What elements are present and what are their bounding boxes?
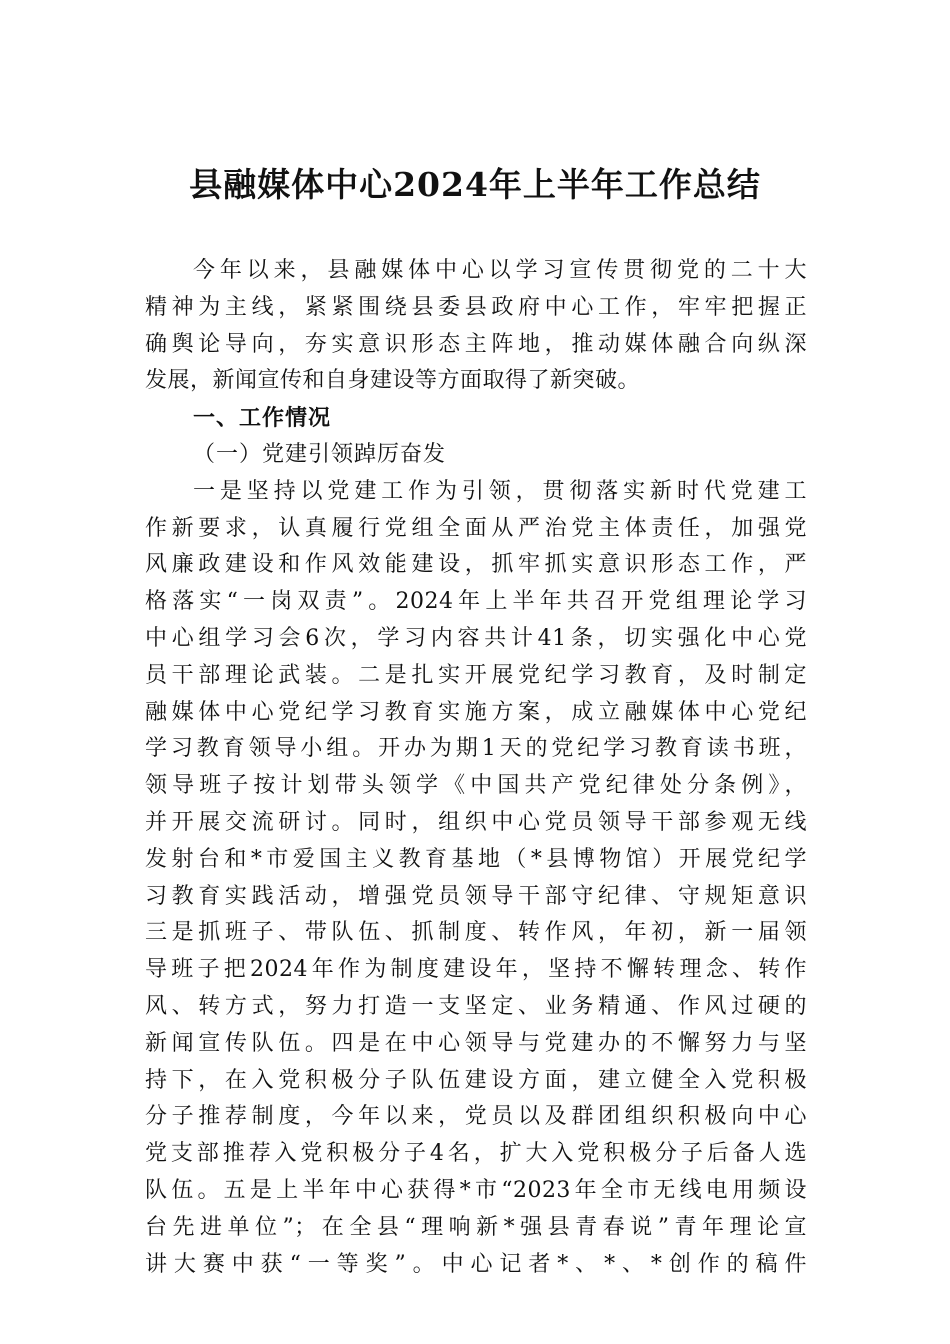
paragraph-line: 确舆论导向，夯实意识形态主阵地，推动媒体融合向纵深 [145, 331, 807, 357]
paragraph-line: 员干部理论武装。二是扎实开展党纪学习教育，及时制定 [145, 662, 807, 688]
paragraph-line: 新闻宣传队伍。四是在中心领导与党建办的不懈努力与坚 [145, 1030, 807, 1056]
paragraph-line: 融媒体中心党纪学习教育实施方案，成立融媒体中心党纪 [145, 699, 807, 725]
subsection-heading: （一）党建引领踔厉奋发 [193, 441, 447, 467]
paragraph-line: 党支部推荐入党积极分子4名，扩大入党积极分子后备人选 [145, 1141, 807, 1167]
paragraph-line: 一是坚持以党建工作为引领，贯彻落实新时代党建工 [193, 478, 807, 504]
paragraph-line: 分子推荐制度，今年以来，党员以及群团组织积极向中心 [145, 1104, 807, 1130]
paragraph-line: 精神为主线，紧紧围绕县委县政府中心工作，牢牢把握正 [145, 294, 807, 320]
document-body [145, 253, 807, 1283]
paragraph-line: 作新要求，认真履行党组全面从严治党主体责任，加强党 [145, 515, 807, 541]
paragraph-line: 并开展交流研讨。同时，组织中心党员领导干部参观无线 [145, 809, 807, 835]
paragraph-line: 三是抓班子、带队伍、抓制度、转作风，年初，新一届领 [145, 920, 807, 946]
section-heading: 一、工作情况 [193, 405, 332, 432]
paragraph-line: 讲大赛中获“一等奖”。中心记者*、*、*创作的稿件 [145, 1251, 807, 1277]
paragraph-line: 风廉政建设和作风效能建设，抓牢抓实意识形态工作，严 [145, 552, 807, 578]
paragraph-line: 台先进单位”；在全县“理响新*强县青春说”青年理论宣 [145, 1214, 807, 1240]
paragraph-line: 发射台和*市爱国主义教育基地（*县博物馆）开展党纪学 [145, 846, 807, 872]
document-title: 县融媒体中心2024年上半年工作总结 [189, 165, 761, 204]
paragraph-line: 今年以来，县融媒体中心以学习宣传贯彻党的二十大 [193, 258, 807, 283]
paragraph-line: 持下，在入党积极分子队伍建设方面，建立健全入党积极 [145, 1067, 807, 1093]
paragraph-line: 学习教育领导小组。开办为期1天的党纪学习教育读书班， [145, 736, 807, 762]
paragraph-line: 领导班子按计划带头领学《中国共产党纪律处分条例》， [145, 773, 807, 799]
paragraph-line: 风、转方式，努力打造一支坚定、业务精通、作风过硬的 [145, 993, 807, 1019]
paragraph-line: 格落实“一岗双责”。2024年上半年共召开党组理论学习 [145, 589, 807, 615]
paragraph-line: 习教育实践活动，增强党员领导干部守纪律、守规矩意识 [145, 883, 807, 909]
paragraph-line: 中心组学习会6次，学习内容共计41条，切实强化中心党 [145, 625, 807, 651]
paragraph-line: 队伍。五是上半年中心获得*市“2023年全市无线电用频设 [145, 1177, 807, 1203]
paragraph-line: 导班子把2024年作为制度建设年，坚持不懈转理念、转作 [145, 957, 807, 983]
paragraph-line: 发展，新闻宣传和自身建设等方面取得了新突破。 [145, 368, 641, 394]
